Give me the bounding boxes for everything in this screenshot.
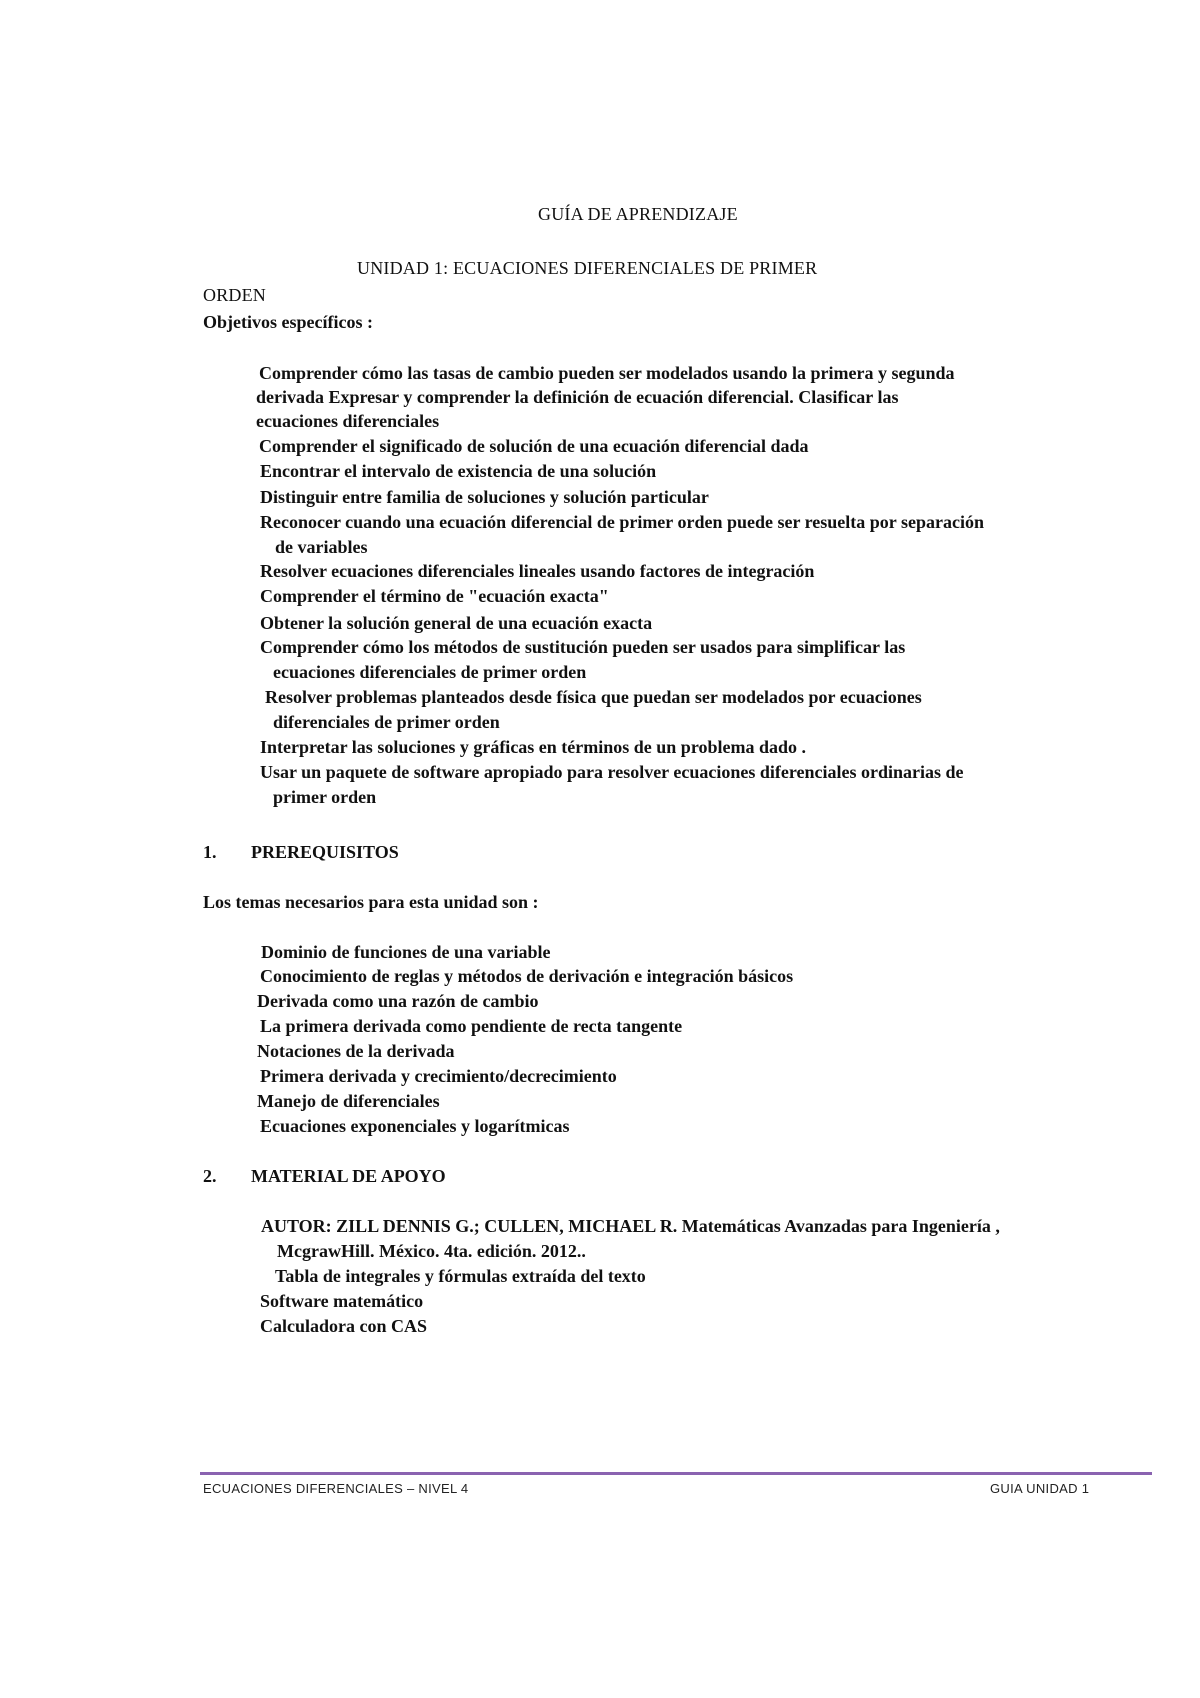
objective-line: Reconocer cuando una ecuación diferencial de primer orden puede ser resuelta por separación — [260, 512, 984, 532]
objective-line: ecuaciones diferenciales de primer orden — [273, 662, 587, 682]
objective-line: Resolver problemas planteados desde física que puedan ser modelados por ecuaciones — [265, 687, 922, 707]
support-material-item: Tabla de integrales y fórmulas extraída del texto — [275, 1266, 646, 1286]
objective-line: Interpretar las soluciones y gráficas en términos de un problema dado . — [260, 737, 807, 757]
footer-left-text: ECUACIONES DIFERENCIALES – NIVEL 4 — [203, 1481, 469, 1496]
prerequisite-item: Conocimiento de reglas y métodos de derivación e integración básicos — [260, 966, 794, 986]
prerequisite-item: Derivada como una razón de cambio — [257, 991, 539, 1011]
unit-title-line-2: ORDEN — [203, 285, 266, 305]
objective-line: primer orden — [273, 787, 377, 807]
objective-line: Resolver ecuaciones diferenciales lineales usando factores de integración — [260, 561, 815, 581]
section-1-number: 1. — [203, 842, 217, 862]
prerequisite-item: Notaciones de la derivada — [257, 1041, 455, 1061]
objective-line: Obtener la solución general de una ecuación exacta — [260, 613, 653, 633]
objective-line: Comprender cómo las tasas de cambio pueden ser modelados usando la primera y segunda — [259, 363, 955, 383]
prerequisite-item: Dominio de funciones de una variable — [261, 942, 551, 962]
objective-line: Comprender el significado de solución de una ecuación diferencial dada — [259, 436, 809, 456]
objective-line: Encontrar el intervalo de existencia de una solución — [260, 461, 657, 481]
footer-divider — [200, 1472, 1152, 1475]
objective-line: ecuaciones diferenciales — [256, 411, 440, 431]
support-material-item: Software matemático — [260, 1291, 424, 1311]
unit-title-line-1: UNIDAD 1: ECUACIONES DIFERENCIALES DE PRIMER — [357, 258, 818, 278]
support-material-item: Calculadora con CAS — [260, 1316, 428, 1336]
document-title: GUÍA DE APRENDIZAJE — [538, 204, 738, 224]
section-2-heading: MATERIAL DE APOYO — [251, 1166, 446, 1186]
prerequisite-item: Ecuaciones exponenciales y logarítmicas — [260, 1116, 570, 1136]
prerequisite-item: Primera derivada y crecimiento/decrecimiento — [260, 1066, 617, 1086]
section-1-heading: PREREQUISITOS — [251, 842, 399, 862]
objective-line: Usar un paquete de software apropiado para resolver ecuaciones diferenciales ordinarias de — [260, 762, 964, 782]
support-material-item: AUTOR: ZILL DENNIS G.; CULLEN, MICHAEL R. Matemáticas Avanzadas para Ingeniería , — [261, 1216, 1000, 1236]
objective-line: de variables — [275, 537, 368, 557]
objective-line: diferenciales de primer orden — [273, 712, 500, 732]
footer-right-text: GUIA UNIDAD 1 — [990, 1481, 1090, 1496]
objective-line: Distinguir entre familia de soluciones y solución particular — [260, 487, 709, 507]
prerequisite-item: La primera derivada como pendiente de recta tangente — [260, 1016, 683, 1036]
section-1-intro: Los temas necesarios para esta unidad son : — [203, 892, 539, 912]
objectives-heading: Objetivos específicos : — [203, 312, 373, 332]
objective-line: derivada Expresar y comprender la definición de ecuación diferencial. Clasificar las — [256, 387, 899, 407]
prerequisite-item: Manejo de diferenciales — [257, 1091, 440, 1111]
support-material-item: McgrawHill. México. 4ta. edición. 2012.. — [277, 1241, 586, 1261]
objective-line: Comprender cómo los métodos de sustitución pueden ser usados para simplificar las — [260, 637, 906, 657]
objective-line: Comprender el término de "ecuación exacta" — [260, 586, 609, 606]
section-2-number: 2. — [203, 1166, 217, 1186]
